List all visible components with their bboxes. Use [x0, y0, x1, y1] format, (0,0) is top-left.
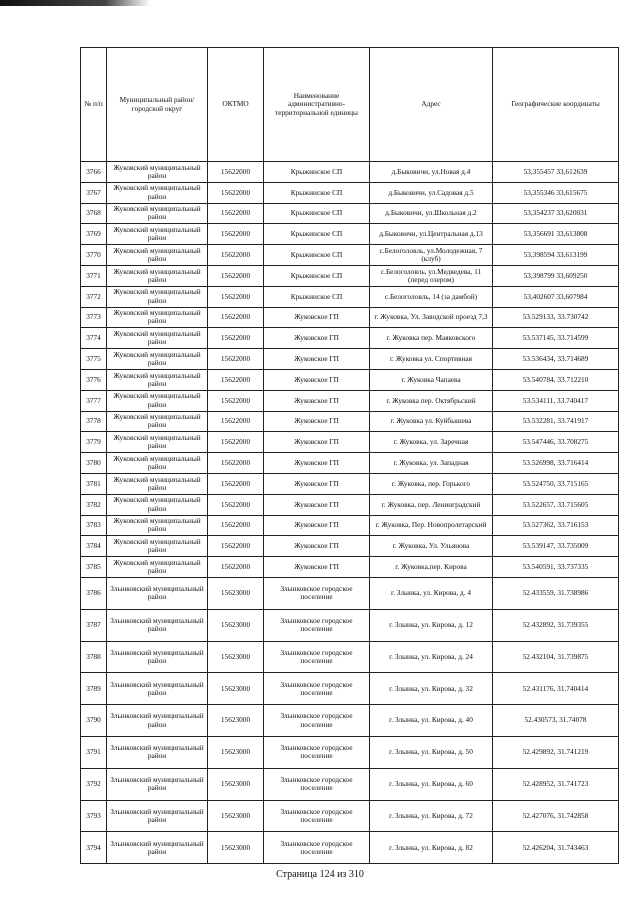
address-cell: г. Злынка, ул. Кирова, д. 50: [370, 736, 493, 768]
unit-cell: Злынковское городское поселение: [264, 641, 370, 673]
address-cell: г. Жуковка, ул. Заречная: [370, 432, 493, 453]
municipality-cell: Жуковский муниципальный район: [107, 536, 208, 557]
row-number-cell: 3774: [81, 328, 107, 349]
row-number-cell: 3782: [81, 494, 107, 515]
row-number-cell: 3787: [81, 609, 107, 641]
address-cell: г. Злынка, ул. Кирова, д. 82: [370, 832, 493, 864]
address-cell: д.Быковичи, ул.Центральная д.13: [370, 224, 493, 245]
coordinates-cell: 53.540591, 33.737335: [493, 557, 619, 578]
address-cell: г. Жуковка,пер. Кирова: [370, 557, 493, 578]
coordinates-cell: 53.526998, 33.716414: [493, 453, 619, 474]
coordinates-cell: 53,398799 33,609250: [493, 265, 619, 286]
address-cell: г. Злынка, ул. Кирова, д. 40: [370, 705, 493, 737]
coordinates-cell: 53.547446, 33.708275: [493, 432, 619, 453]
oktmo-cell: 15622000: [208, 536, 264, 557]
municipality-cell: Жуковский муниципальный район: [107, 453, 208, 474]
address-cell: д.Быковичи, ул.Школьная д.2: [370, 203, 493, 224]
row-number-cell: 3786: [81, 577, 107, 609]
table-row: [81, 265, 619, 286]
municipality-cell: Жуковский муниципальный район: [107, 557, 208, 578]
coordinates-cell: 52.431176, 31.740414: [493, 673, 619, 705]
oktmo-cell: 15623000: [208, 609, 264, 641]
table-body: [81, 162, 619, 864]
unit-cell: Жуковское ГП: [264, 349, 370, 370]
header-coords: Географические координаты: [493, 48, 619, 162]
coordinates-cell: 52.427076, 31.742858: [493, 800, 619, 832]
coordinates-cell: 52.426204, 31.743463: [493, 832, 619, 864]
table-row: [81, 473, 619, 494]
municipality-cell: Жуковский муниципальный район: [107, 411, 208, 432]
coordinates-cell: 52.429892, 31.741219: [493, 736, 619, 768]
row-number-cell: 3771: [81, 265, 107, 286]
municipality-cell: Злынковский муниципальный район: [107, 641, 208, 673]
row-number-cell: 3791: [81, 736, 107, 768]
table-row: [81, 286, 619, 307]
unit-cell: Крыжинское СП: [264, 265, 370, 286]
oktmo-cell: 15622000: [208, 515, 264, 536]
row-number-cell: 3767: [81, 182, 107, 203]
table-row: [81, 768, 619, 800]
municipality-cell: Жуковский муниципальный район: [107, 245, 208, 266]
unit-cell: Крыжинское СП: [264, 182, 370, 203]
oktmo-cell: 15622000: [208, 369, 264, 390]
oktmo-cell: 15622000: [208, 432, 264, 453]
table-row: [81, 245, 619, 266]
table-row: [81, 577, 619, 609]
table-row: [81, 557, 619, 578]
oktmo-cell: 15622000: [208, 245, 264, 266]
header-oktmo: ОКТМО: [208, 48, 264, 162]
address-cell: г. Жуковка ул. Спортивная: [370, 349, 493, 370]
table-row: [81, 673, 619, 705]
coordinates-cell: 53.529133, 33.730742: [493, 307, 619, 328]
table-row: [81, 369, 619, 390]
row-number-cell: 3772: [81, 286, 107, 307]
coordinates-cell: 52.432104, 31.739875: [493, 641, 619, 673]
table-row: [81, 705, 619, 737]
address-cell: г. Жуковка ул. Куйбышева: [370, 411, 493, 432]
row-number-cell: 3776: [81, 369, 107, 390]
table-row: [81, 536, 619, 557]
coordinates-cell: 53.537145, 33.714599: [493, 328, 619, 349]
table-row: [81, 162, 619, 183]
address-cell: с.Белоголовль, ул.Молодежная, 7 (клуб): [370, 245, 493, 266]
municipality-cell: Злынковский муниципальный район: [107, 577, 208, 609]
unit-cell: Злынковское городское поселение: [264, 609, 370, 641]
table-row: [81, 411, 619, 432]
municipality-cell: Жуковский муниципальный район: [107, 432, 208, 453]
row-number-cell: 3766: [81, 162, 107, 183]
unit-cell: Крыжинское СП: [264, 224, 370, 245]
oktmo-cell: 15622000: [208, 473, 264, 494]
unit-cell: Жуковское ГП: [264, 536, 370, 557]
coordinates-cell: 53.532281, 33.741917: [493, 411, 619, 432]
scan-edge-mark: [0, 0, 150, 6]
row-number-cell: 3783: [81, 515, 107, 536]
table-row: [81, 307, 619, 328]
header-unit: Наименование административно-территориальной единицы: [264, 48, 370, 162]
coordinates-cell: 52.428952, 31.741723: [493, 768, 619, 800]
row-number-cell: 3789: [81, 673, 107, 705]
table-row: [81, 328, 619, 349]
oktmo-cell: 15622000: [208, 411, 264, 432]
municipality-cell: Жуковский муниципальный район: [107, 494, 208, 515]
oktmo-cell: 15622000: [208, 203, 264, 224]
oktmo-cell: 15622000: [208, 307, 264, 328]
locations-table: [80, 47, 619, 864]
address-cell: г. Жуковка, Ул. Ульянова: [370, 536, 493, 557]
row-number-cell: 3773: [81, 307, 107, 328]
table-row: [81, 182, 619, 203]
unit-cell: Крыжинское СП: [264, 245, 370, 266]
table-row: [81, 832, 619, 864]
address-cell: г. Жуковка, ул. Западная: [370, 453, 493, 474]
oktmo-cell: 15623000: [208, 832, 264, 864]
row-number-cell: 3778: [81, 411, 107, 432]
coordinates-cell: 53.524750, 33.715165: [493, 473, 619, 494]
row-number-cell: 3788: [81, 641, 107, 673]
oktmo-cell: 15623000: [208, 800, 264, 832]
unit-cell: Крыжинское СП: [264, 286, 370, 307]
coordinates-cell: 53,355457 33,612639: [493, 162, 619, 183]
address-cell: г. Жуковка пер. Маяковского: [370, 328, 493, 349]
unit-cell: Жуковское ГП: [264, 411, 370, 432]
unit-cell: Злынковское городское поселение: [264, 736, 370, 768]
unit-cell: Жуковское ГП: [264, 328, 370, 349]
municipality-cell: Злынковский муниципальный район: [107, 673, 208, 705]
unit-cell: Крыжинское СП: [264, 203, 370, 224]
table-row: [81, 800, 619, 832]
oktmo-cell: 15622000: [208, 182, 264, 203]
table-row: [81, 349, 619, 370]
address-cell: с.Белоголовль, ул.Медведева, 11 (перед озером): [370, 265, 493, 286]
municipality-cell: Злынковский муниципальный район: [107, 609, 208, 641]
municipality-cell: Злынковский муниципальный район: [107, 705, 208, 737]
address-cell: г. Жуковка Чапаева: [370, 369, 493, 390]
address-cell: д.Быковичи, ул.Новая д.4: [370, 162, 493, 183]
unit-cell: Жуковское ГП: [264, 473, 370, 494]
unit-cell: Злынковское городское поселение: [264, 673, 370, 705]
address-cell: г. Жуковка, Ул. Заводской проезд 7,3: [370, 307, 493, 328]
municipality-cell: Жуковский муниципальный район: [107, 515, 208, 536]
unit-cell: Крыжинское СП: [264, 162, 370, 183]
municipality-cell: Жуковский муниципальный район: [107, 349, 208, 370]
municipality-cell: Жуковский муниципальный район: [107, 328, 208, 349]
coordinates-cell: 52.433559, 31.738986: [493, 577, 619, 609]
coordinates-cell: 53.522657, 33.715605: [493, 494, 619, 515]
municipality-cell: Злынковский муниципальный район: [107, 768, 208, 800]
oktmo-cell: 15623000: [208, 577, 264, 609]
table-row: [81, 609, 619, 641]
municipality-cell: Жуковский муниципальный район: [107, 162, 208, 183]
unit-cell: Жуковское ГП: [264, 307, 370, 328]
table-row: [81, 494, 619, 515]
oktmo-cell: 15622000: [208, 453, 264, 474]
row-number-cell: 3793: [81, 800, 107, 832]
coordinates-cell: 53.539147, 33.735009: [493, 536, 619, 557]
oktmo-cell: 15623000: [208, 705, 264, 737]
row-number-cell: 3770: [81, 245, 107, 266]
municipality-cell: Жуковский муниципальный район: [107, 203, 208, 224]
address-cell: г. Злынка, ул. Кирова, д. 72: [370, 800, 493, 832]
address-cell: г. Злынка, ул. Кирова, д. 12: [370, 609, 493, 641]
row-number-cell: 3780: [81, 453, 107, 474]
municipality-cell: Жуковский муниципальный район: [107, 224, 208, 245]
header-municipality: Муниципальный район/городской округ: [107, 48, 208, 162]
municipality-cell: Жуковский муниципальный район: [107, 307, 208, 328]
unit-cell: Жуковское ГП: [264, 557, 370, 578]
unit-cell: Злынковское городское поселение: [264, 768, 370, 800]
coordinates-cell: 53,398594 33,613199: [493, 245, 619, 266]
row-number-cell: 3790: [81, 705, 107, 737]
municipality-cell: Жуковский муниципальный район: [107, 286, 208, 307]
address-cell: г. Жуковка, пер. Ленинградский: [370, 494, 493, 515]
row-number-cell: 3784: [81, 536, 107, 557]
row-number-cell: 3779: [81, 432, 107, 453]
address-cell: г. Злынка, ул. Кирова, д. 32: [370, 673, 493, 705]
oktmo-cell: 15623000: [208, 736, 264, 768]
oktmo-cell: 15622000: [208, 390, 264, 411]
address-cell: г. Злынка, ул. Кирова, д. 24: [370, 641, 493, 673]
coordinates-cell: 53,354237 33,620031: [493, 203, 619, 224]
row-number-cell: 3777: [81, 390, 107, 411]
coordinates-cell: 53.527362, 33.716153: [493, 515, 619, 536]
unit-cell: Злынковское городское поселение: [264, 577, 370, 609]
oktmo-cell: 15622000: [208, 494, 264, 515]
unit-cell: Злынковское городское поселение: [264, 705, 370, 737]
coordinates-cell: 53.534111, 33.740417: [493, 390, 619, 411]
table-header-row: [81, 48, 619, 162]
coordinates-cell: 53.536434, 33.714689: [493, 349, 619, 370]
header-address: Адрес: [370, 48, 493, 162]
unit-cell: Жуковское ГП: [264, 390, 370, 411]
oktmo-cell: 15622000: [208, 162, 264, 183]
coordinates-cell: 53.540784, 33.712210: [493, 369, 619, 390]
oktmo-cell: 15622000: [208, 328, 264, 349]
address-cell: г. Жуковка, пер. Горького: [370, 473, 493, 494]
table-row: [81, 432, 619, 453]
municipality-cell: Злынковский муниципальный район: [107, 736, 208, 768]
table-row: [81, 453, 619, 474]
row-number-cell: 3792: [81, 768, 107, 800]
header-num: № п/п: [81, 48, 107, 162]
oktmo-cell: 15622000: [208, 265, 264, 286]
oktmo-cell: 15622000: [208, 349, 264, 370]
row-number-cell: 3769: [81, 224, 107, 245]
table-row: [81, 641, 619, 673]
oktmo-cell: 15622000: [208, 286, 264, 307]
oktmo-cell: 15623000: [208, 673, 264, 705]
municipality-cell: Жуковский муниципальный район: [107, 473, 208, 494]
address-cell: г. Злынка, ул. Кирова, д. 60: [370, 768, 493, 800]
coordinates-cell: 53,355346 33,615675: [493, 182, 619, 203]
unit-cell: Жуковское ГП: [264, 453, 370, 474]
row-number-cell: 3781: [81, 473, 107, 494]
page-number: Страница 124 из 310: [276, 869, 364, 880]
municipality-cell: Жуковский муниципальный район: [107, 390, 208, 411]
unit-cell: Жуковское ГП: [264, 369, 370, 390]
unit-cell: Злынковское городское поселение: [264, 832, 370, 864]
coordinates-cell: 53,402607 33,607984: [493, 286, 619, 307]
unit-cell: Жуковское ГП: [264, 494, 370, 515]
table-row: [81, 390, 619, 411]
oktmo-cell: 15622000: [208, 224, 264, 245]
coordinates-cell: 53,356691 33,613808: [493, 224, 619, 245]
unit-cell: Злынковское городское поселение: [264, 800, 370, 832]
table-row: [81, 515, 619, 536]
municipality-cell: Злынковский муниципальный район: [107, 832, 208, 864]
municipality-cell: Злынковский муниципальный район: [107, 800, 208, 832]
municipality-cell: Жуковский муниципальный район: [107, 265, 208, 286]
address-cell: г. Злынка, ул. Кирова, д. 4: [370, 577, 493, 609]
table-row: [81, 736, 619, 768]
row-number-cell: 3794: [81, 832, 107, 864]
row-number-cell: 3785: [81, 557, 107, 578]
unit-cell: Жуковское ГП: [264, 432, 370, 453]
unit-cell: Жуковское ГП: [264, 515, 370, 536]
oktmo-cell: 15623000: [208, 768, 264, 800]
address-cell: г. Жуковка пер. Октябрьский: [370, 390, 493, 411]
row-number-cell: 3768: [81, 203, 107, 224]
municipality-cell: Жуковский муниципальный район: [107, 369, 208, 390]
row-number-cell: 3775: [81, 349, 107, 370]
oktmo-cell: 15622000: [208, 557, 264, 578]
address-cell: д.Быковичи, ул.Садовая д.5: [370, 182, 493, 203]
municipality-cell: Жуковский муниципальный район: [107, 182, 208, 203]
address-cell: г. Жуковка, Пер. Новопролетарский: [370, 515, 493, 536]
coordinates-cell: 52.430573, 31.74078: [493, 705, 619, 737]
table-row: [81, 224, 619, 245]
table-row: [81, 203, 619, 224]
oktmo-cell: 15623000: [208, 641, 264, 673]
address-cell: с.Белоголовль, 14 (за дамбой): [370, 286, 493, 307]
coordinates-cell: 52.432892, 31.739355: [493, 609, 619, 641]
